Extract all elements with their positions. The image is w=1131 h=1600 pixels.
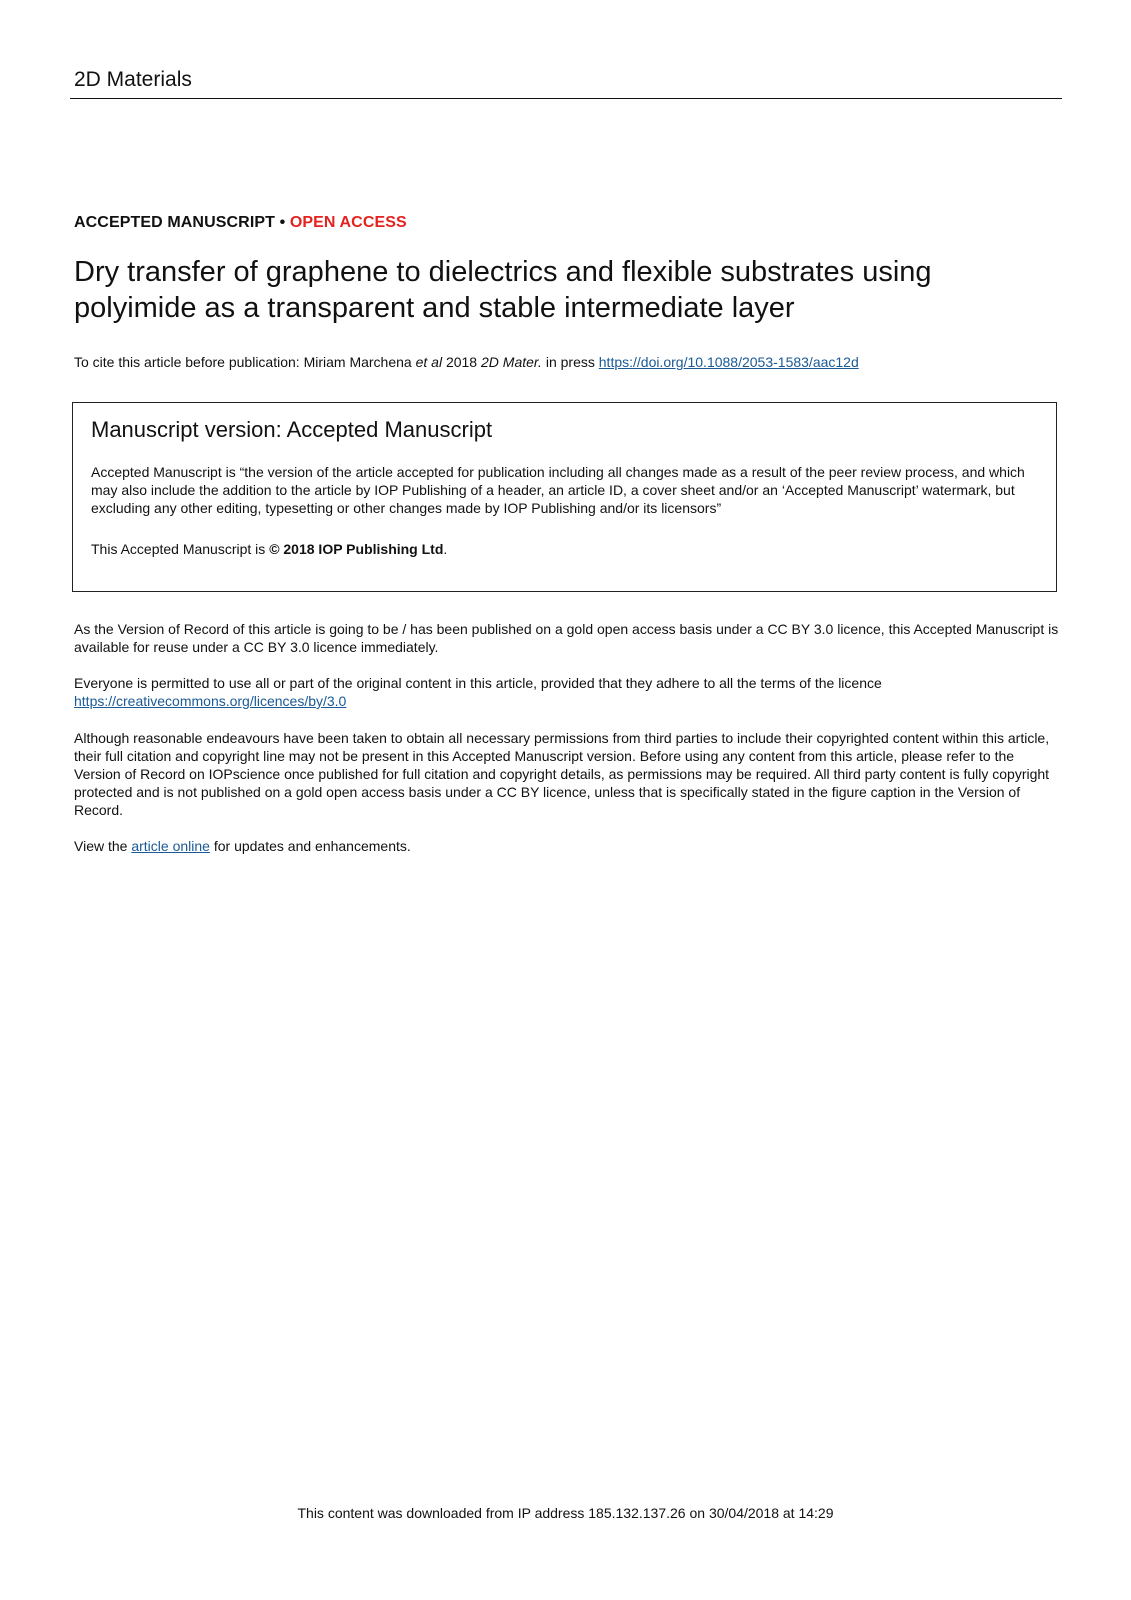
article-title (74, 254, 1034, 326)
version-of-record-paragraph: As the Version of Record of this article is going to be / has been published on a gold open access basis under a CC BY 3.0 licence, this Accepted Manuscript is available for reuse under a CC BY 3.0 licence immediately. (74, 621, 1059, 655)
copyright-suffix: . (443, 541, 448, 557)
manuscript-version-title: Manuscript version: Accepted Manuscript (91, 417, 493, 442)
article-online-link[interactable]: article online (131, 838, 210, 854)
manuscript-version-box (72, 402, 1057, 592)
citation-etal: et al (415, 354, 443, 370)
copyright-prefix: This Accepted Manuscript is (91, 541, 270, 557)
citation-year: 2018 (442, 354, 481, 370)
status-separator: • (275, 214, 290, 231)
view-prefix: View the (74, 838, 132, 854)
view-online-paragraph (74, 837, 1064, 855)
title-line-2: polyimide as a transparent and stable intermediate layer (74, 292, 795, 324)
doi-link[interactable]: https://doi.org/10.1088/2053-1583/aac12d (598, 354, 859, 370)
title-line-1: Dry transfer of graphene to dielectrics and flexible substrates using (74, 256, 932, 288)
accepted-manuscript-label: ACCEPTED MANUSCRIPT (74, 214, 276, 231)
manuscript-status (74, 214, 407, 232)
permission-paragraph (74, 674, 1064, 710)
third-party-paragraph: Although reasonable endeavours have been taken to obtain all necessary permissions from third parties to include their copyrighted content within this article, their full citation and copyright line may not be present in this Accepted Manuscript version. Before using any content from this article, please refer to the Version of Record on IOPscience once published for full citation and copyright details, as permissions may be required. All third party content is fully copyright protected and is not published on a gold open access basis under a CC BY licence, unless that is specifically stated in the figure caption in the Version of Record. (74, 730, 1050, 818)
download-footer: This content was downloaded from IP address 185.132.137.26 on 30/04/2018 at 14:29 (297, 1505, 834, 1521)
permission-text: Everyone is permitted to use all or part of the original content in this article, provided that they adhere to all the terms of the licence (74, 675, 882, 691)
citation-prefix: To cite this article before publication: Miriam Marchena (74, 354, 416, 370)
journal-header (70, 66, 1062, 99)
citation-press: in press (541, 354, 599, 370)
accepted-manuscript-definition: Accepted Manuscript is “the version of the article accepted for publication including all changes made as a result of the peer review process, and which may also include the addition to the article by IOP Publishing of a header, an article ID, a cover sheet and/or an ‘Accepted Manuscript’ watermark, but excluding any other editing, typesetting or other changes made by IOP Publishing and/or its licensors” (91, 464, 1025, 516)
copyright-statement (91, 541, 447, 557)
open-access-label: OPEN ACCESS (289, 214, 407, 231)
license-link[interactable]: https://creativecommons.org/licences/by/3.0 (74, 693, 347, 709)
journal-name: 2D Materials (74, 68, 192, 91)
citation-journal: 2D Mater. (481, 354, 542, 370)
citation (74, 354, 859, 370)
view-suffix: for updates and enhancements. (209, 838, 411, 854)
copyright-holder: © 2018 IOP Publishing Ltd (269, 541, 444, 557)
